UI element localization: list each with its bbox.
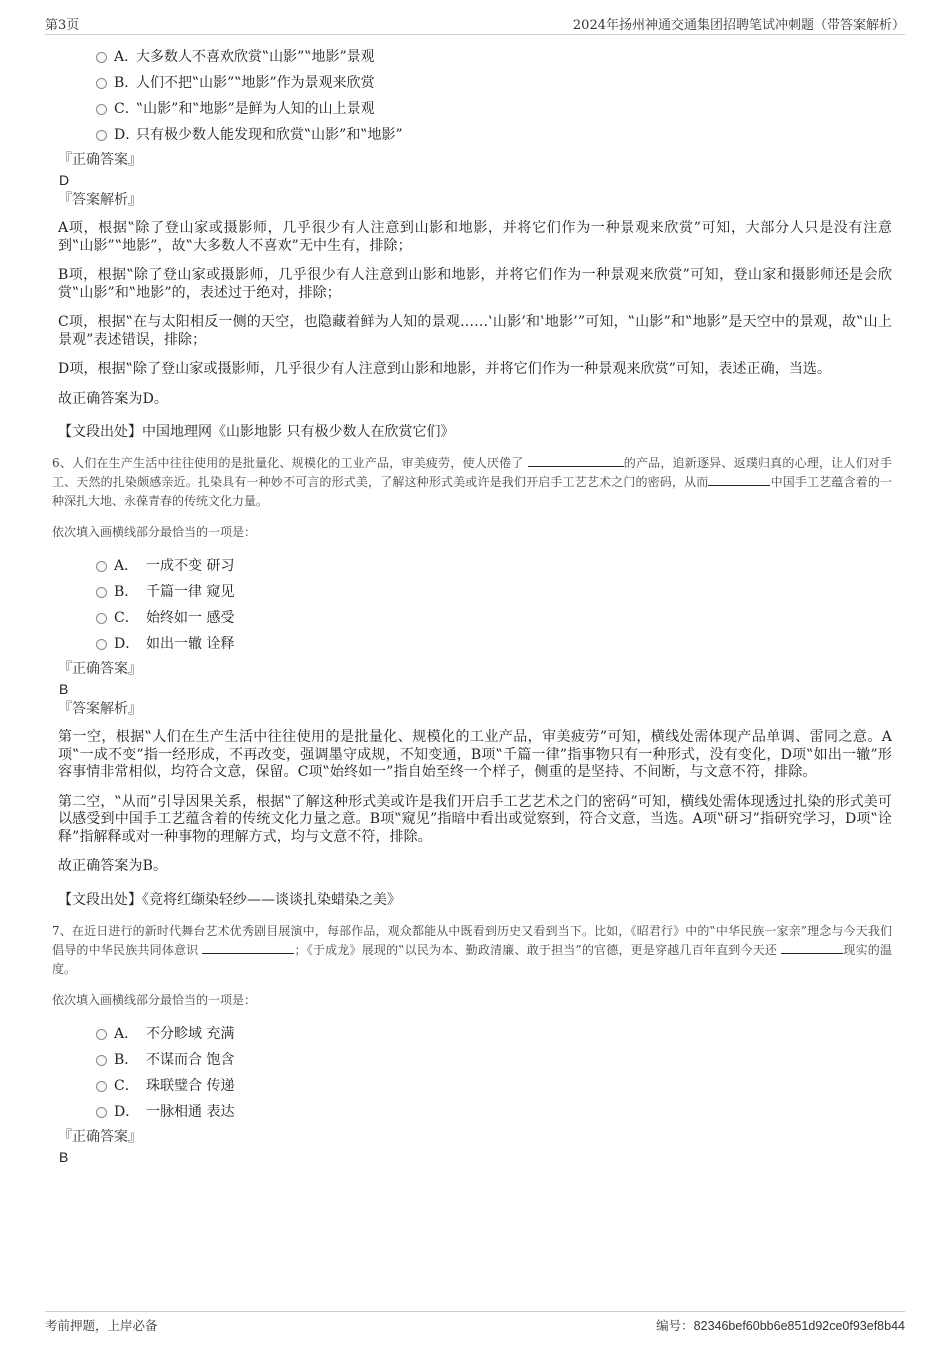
- q5-option-b[interactable]: [58, 70, 892, 96]
- answer-value: D: [59, 172, 70, 188]
- radio-icon[interactable]: [96, 1055, 107, 1066]
- question-stem: 7、在近日进行的新时代舞台艺术优秀剧目展演中，每部作品，观众都能从中既看到历史又看到当下。比如，《昭君行》中的‟中华民族一家亲”理念与今天我们倡导的中华民族共同体意识 ；《于成龙》展现的‟以民为本、勤政清廉、敢于担当”的官德，更是穿越几百年直到今天还 现实的温度。: [52, 923, 892, 976]
- option-text: 大多数人不喜欢欣赏‟山影”‟地影”景观: [136, 49, 375, 65]
- analysis-paragraph: A项，根据‟除了登山家或摄影师，几乎很少有人注意到山影和地影，并将它们作为一种景观来欣赏”可知，大部分人只是没有注意到‟山影”‟地影”，故‟大多数人不喜欢”无中生有，排除；: [58, 220, 892, 254]
- option-text: 人们不把‟山影”‟地影”作为景观来欣赏: [136, 75, 375, 91]
- option-text: 始终如一 感受: [146, 610, 235, 626]
- q7-option-d[interactable]: [58, 1099, 892, 1125]
- question-stem: 6、人们在生产生活中往往使用的是批量化、规模化的工业产品，审美疲劳，使人厌倦了 的产品，追新逐异、返璞归真的心理，让人们对手工、天然的扎染颇感亲近。扎染具有一种妙不可言的形式美，了解这种形式美或许是我们开启手工艺艺术之门的密码，从而 中国手工艺蕴含着的一种深扎大地、永葆青春的传统文化力量。: [52, 456, 892, 508]
- option-letter: A．: [114, 1025, 139, 1042]
- fill-blank: [781, 942, 843, 954]
- q6-option-a[interactable]: [58, 553, 892, 579]
- option-letter: D．: [114, 636, 140, 652]
- source-citation: 【文段出处】《竞将红缬染轻纱——谈谈扎染蜡染之美》: [58, 891, 401, 908]
- q7-options: [58, 1021, 892, 1125]
- option-letter: D．: [114, 127, 140, 143]
- radio-icon[interactable]: [96, 613, 107, 624]
- q6-option-d[interactable]: [58, 631, 892, 657]
- fill-blank: [708, 474, 770, 486]
- answer-label: 『正确答案』: [58, 661, 142, 677]
- option-text: 不谋而合 饱含: [146, 1051, 235, 1068]
- q7-option-c[interactable]: [58, 1073, 892, 1099]
- radio-icon[interactable]: [96, 130, 107, 141]
- fill-blank: [202, 942, 294, 954]
- radio-icon[interactable]: [96, 1029, 107, 1040]
- analysis-paragraph: 第一空，根据‟人们在生产生活中往往使用的是批量化、规模化的工业产品，审美疲劳”可知，横线处需体现产品单调、雷同之意。A项‟一成不变”指一经形成，不再改变，强调墨守成规，不知变通，B项‟千篇一律”指事物只有一种形式，没有变化，D项‟如出一辙”形容事情非常相似，均符合文意，保留。C项‟始终如一”指自始至终一个样子，侧重的是坚持、不间断，与文意不符，排除。: [58, 729, 892, 780]
- page-content: [52, 44, 892, 1167]
- q7-option-a[interactable]: [58, 1021, 892, 1047]
- analysis-paragraph: B项，根据‟除了登山家或摄影师，几乎很少有人注意到山影和地影，并将它们作为一种景观来欣赏”可知，登山家和摄影师还是会欣赏‟山影”和‟地影”的，表述过于绝对，排除；: [58, 267, 892, 301]
- document-code: [656, 1316, 905, 1334]
- option-text: 不分畛域 充满: [146, 1025, 235, 1042]
- radio-icon[interactable]: [96, 587, 107, 598]
- q5-option-d[interactable]: [58, 122, 892, 148]
- q5-option-a[interactable]: [58, 44, 892, 70]
- option-text: 如出一辙 诠释: [146, 636, 235, 652]
- document-title: 2024年扬州神通交通集团招聘笔试冲刺题（带答案解析）: [572, 18, 905, 33]
- footer-slogan: 考前押题，上岸必备: [45, 1318, 158, 1333]
- analysis-paragraph: C项，根据‟在与太阳相反一侧的天空，也隐藏着鲜为人知的景观……‛山影’和‛地影’”可知，‟山影”和‟地影”是天空中的景观，故‟山上景观”表述错误，排除；: [58, 314, 892, 348]
- q6-option-b[interactable]: [58, 579, 892, 605]
- option-letter: B．: [114, 584, 139, 600]
- code-label: 编号：: [656, 1318, 694, 1333]
- radio-icon[interactable]: [96, 78, 107, 89]
- radio-icon[interactable]: [96, 1081, 107, 1092]
- option-letter: B．: [114, 75, 139, 91]
- q5-options: [58, 44, 892, 148]
- q6-option-c[interactable]: [58, 605, 892, 631]
- option-text: 珠联璧合 传递: [146, 1077, 235, 1094]
- answer-label: 『正确答案』: [58, 152, 142, 168]
- answer-value: B: [59, 681, 69, 697]
- radio-icon[interactable]: [96, 52, 107, 63]
- analysis-conclusion: 故正确答案为D。: [58, 390, 169, 407]
- q7-option-b[interactable]: [58, 1047, 892, 1073]
- question-prompt: 依次填入画横线部分最恰当的一项是：: [52, 992, 257, 1007]
- option-letter: A．: [114, 558, 139, 574]
- answer-value: B: [59, 1148, 69, 1165]
- answer-label: 『正确答案』: [58, 1128, 142, 1145]
- analysis-paragraph: D项，根据‟除了登山家或摄影师，几乎很少有人注意到山影和地影，并将它们作为一种景观来欣赏”可知，表述正确，当选。: [58, 361, 832, 377]
- option-letter: A．: [114, 49, 139, 65]
- radio-icon[interactable]: [96, 639, 107, 650]
- option-letter: C．: [114, 101, 139, 117]
- analysis-label: 『答案解析』: [58, 701, 142, 717]
- option-text: 一脉相通 表达: [146, 1103, 235, 1120]
- analysis-conclusion: 故正确答案为B。: [58, 858, 168, 874]
- page-header: [45, 14, 905, 35]
- option-letter: C．: [114, 610, 139, 626]
- source-citation: 【文段出处】中国地理网《山影地影 只有极少数人在欣赏它们》: [58, 424, 455, 440]
- option-letter: D．: [114, 1103, 140, 1120]
- q5-option-c[interactable]: [58, 96, 892, 122]
- radio-icon[interactable]: [96, 104, 107, 115]
- option-text: 千篇一律 窥见: [146, 584, 235, 600]
- code-value: 82346bef60bb6e851d92ce0f93ef8b44: [693, 1319, 905, 1333]
- option-text: 只有极少数人能发现和欣赏‟山影”和‟地影”: [136, 127, 403, 143]
- page-number: 第3页: [45, 18, 80, 33]
- q6-options: [58, 553, 892, 657]
- radio-icon[interactable]: [96, 561, 107, 572]
- analysis-label: 『答案解析』: [58, 192, 142, 208]
- page-footer: [45, 1311, 905, 1337]
- question-prompt: 依次填入画横线部分最恰当的一项是：: [52, 525, 257, 539]
- option-text: 一成不变 研习: [146, 558, 235, 574]
- fill-blank: [528, 455, 624, 467]
- radio-icon[interactable]: [96, 1107, 107, 1118]
- option-letter: C．: [114, 1077, 139, 1094]
- option-text: ‟山影”和‟地影”是鲜为人知的山上景观: [136, 101, 375, 117]
- option-letter: B．: [114, 1051, 139, 1068]
- analysis-paragraph: 第二空，‟从而”引导因果关系，根据‟了解这种形式美或许是我们开启手工艺艺术之门的密码”可知，横线处需体现透过扎染的形式美可以感受到中国手工艺蕴含着的传统文化力量之意。B项‟窥见”指暗中看出或觉察到，符合文意，当选。A项‟研习”指研究学习，D项‟诠释”指解释或对一种事物的理解方式，均与文意不符，排除。: [58, 793, 892, 845]
